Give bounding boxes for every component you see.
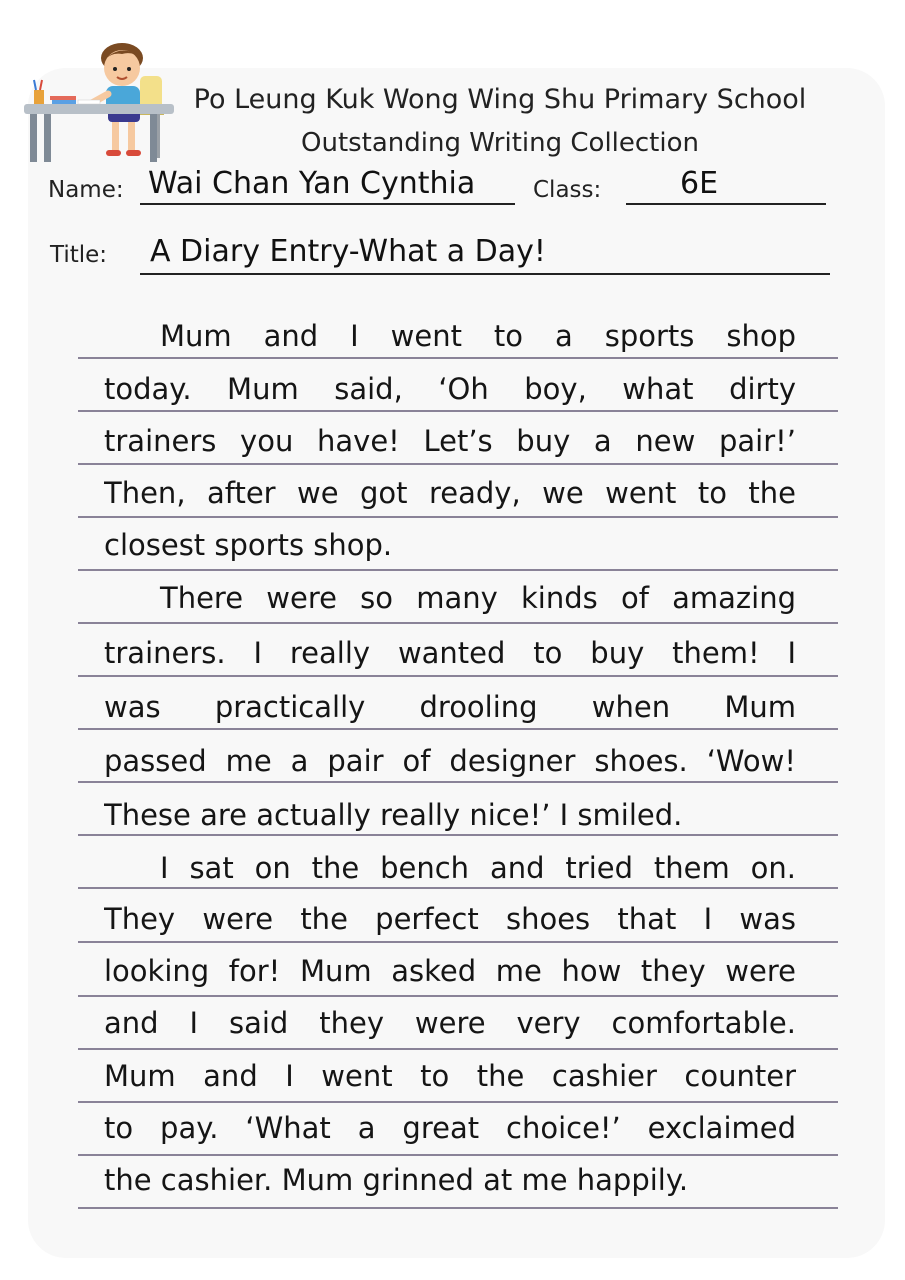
essay-line: Then, after we got ready, we went to the [104,476,796,510]
ruled-line [78,1101,838,1103]
ruled-line [78,463,838,465]
title-underline [140,273,830,275]
name-value: Wai Chan Yan Cynthia [148,166,476,201]
ruled-line [78,410,838,412]
ruled-line [78,357,838,359]
ruled-line [78,834,838,836]
essay-line: and I said they were very comfortable. [104,1006,796,1040]
essay-line: looking for! Mum asked me how they were [104,954,796,988]
ruled-line [78,569,838,571]
title-label: Title: [50,242,108,268]
collection-name: Outstanding Writing Collection [301,128,699,158]
ruled-line [78,781,838,783]
class-label: Class: [533,177,602,203]
essay-line: was practically drooling when Mum [104,690,796,724]
ruled-line [78,1207,838,1209]
ruled-line [78,941,838,943]
title-value: A Diary Entry-What a Day! [150,234,546,269]
essay-line: They were the perfect shoes that I was [104,902,796,936]
ruled-line [78,1048,838,1050]
essay-line: Mum and I went to the cashier counter [104,1059,796,1093]
class-underline [626,203,826,205]
essay-line: I sat on the bench and tried them on. [160,851,796,885]
essay-line: Mum and I went to a sports shop [160,319,796,353]
essay-line: trainers you have! Let’s buy a new pair!’ [104,424,796,458]
ruled-line [78,622,838,624]
ruled-line [78,728,838,730]
ruled-line [78,995,838,997]
child-writing-at-desk-icon [22,38,182,166]
school-name: Po Leung Kuk Wong Wing Shu Primary School [193,84,807,115]
ruled-line [78,675,838,677]
ruled-line [78,516,838,518]
essay-line: to pay. ‘What a great choice!’ exclaimed [104,1111,796,1145]
essay-line: closest sports shop. [104,528,393,562]
ruled-line [78,1154,838,1156]
essay-line: today. Mum said, ‘Oh boy, what dirty [104,372,796,406]
name-label: Name: [48,177,124,203]
class-value: 6E [680,166,719,201]
ruled-line [78,887,838,889]
essay-line: trainers. I really wanted to buy them! I [104,636,796,670]
name-underline [140,203,515,205]
essay-line: These are actually really nice!’ I smiled. [104,798,683,832]
essay-line: There were so many kinds of amazing [160,581,796,615]
essay-line: passed me a pair of designer shoes. ‘Wow! [104,744,796,778]
essay-line: the cashier. Mum grinned at me happily. [104,1163,689,1197]
